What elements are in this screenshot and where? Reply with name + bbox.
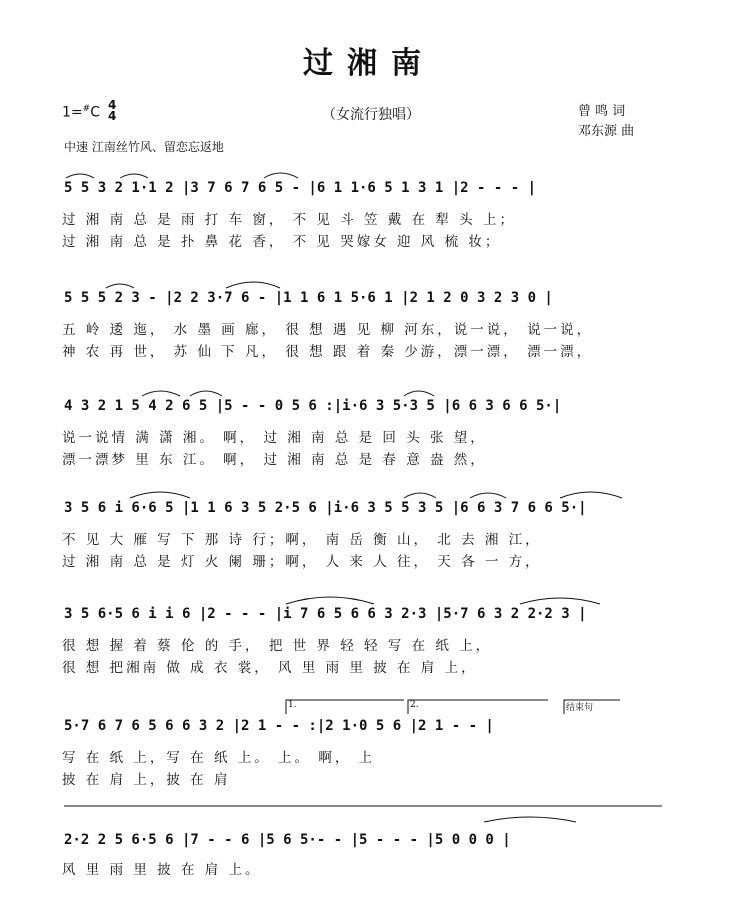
slur	[286, 597, 374, 604]
lyric-line-4b: 过 湘 南 总 是 灯 火 阑 珊；啊， 人 来 人 往， 天 各 一 方，	[62, 554, 542, 570]
lyricist-credit: 曾 鸣 词	[578, 104, 626, 119]
slur	[130, 492, 190, 498]
slur	[470, 493, 506, 498]
slur	[404, 391, 434, 396]
slur	[520, 598, 600, 604]
meter-top: 4	[108, 98, 117, 112]
subtitle: （女流行独唱）	[322, 107, 420, 123]
key-prefix: 1=	[62, 104, 83, 121]
lyric-line-7: 风 里 雨 里 披 在 肩 上。	[62, 862, 262, 878]
lyric-line-5a: 很 想 握 着 蔡 伦 的 手， 把 世 界 轻 轻 写 在 纸 上，	[62, 638, 493, 654]
lyric-line-2b: 神 农 再 世， 苏 仙 下 凡， 很 想 跟 着 秦 少游，漂一漂， 漂一漂，	[62, 344, 594, 360]
slur	[560, 492, 622, 498]
notation-line-3: 4 3 2 1 5 4 2 6 5 |5 - - 0 5 6 :|i·6 3 5·3 5 |6 6 3 6 6 5·|	[64, 398, 562, 414]
final-ending-label: 结束句	[566, 703, 594, 713]
key-note: C	[90, 104, 100, 121]
slur	[404, 493, 436, 498]
lyric-line-4a: 不 见 大 雁 写 下 那 诗 行；啊， 南 岳 衡 山， 北 去 湘 江，	[62, 532, 542, 548]
slur	[264, 173, 298, 178]
notation-line-5: 3 5 6·5 6 i i 6 |2 - - - |i 7 6 5 6 6 3 2·3 |5·7 6 3 2 2·2 3 |	[64, 606, 587, 622]
volta-2-bracket	[408, 700, 548, 714]
notation-line-2: 5 5 5 2 3 - |2 2 3·7 6 - |1 1 6 1 5·6 1 |2 1 2 0 3 2 3 0 |	[64, 290, 553, 306]
volta-1-bracket	[286, 700, 404, 714]
lyric-line-3b: 漂一漂梦 里 东 江。 啊， 过 湘 南 总 是 春 意 盎 然，	[62, 452, 487, 468]
slur	[226, 282, 280, 288]
lyric-line-2a: 五 岭 逶 迤， 水 墨 画 廊， 很 想 遇 见 柳 河东，说一说， 说一说，	[62, 322, 594, 338]
ending-2-label: 2.	[410, 700, 419, 710]
slur	[484, 817, 576, 822]
ending-1-label: 1.	[288, 700, 297, 710]
sharp-symbol: #	[82, 104, 91, 114]
tempo-marking: 中速 江南丝竹风、留恋忘返地	[64, 140, 224, 154]
slur	[66, 174, 94, 178]
composer-credit: 邓东源 曲	[578, 124, 635, 139]
notation-line-1: 5 5 3 2 1·1 2 |3 7 6 7 6 5 - |6 1 1·6 5 1 3 1 |2 - - - |	[64, 180, 537, 196]
lyric-line-1b: 过 湘 南 总 是 扑 鼻 花 香， 不 见 哭嫁女 迎 风 梳 妆；	[62, 234, 502, 250]
notation-line-7: 2·2 2 5 6·5 6 |7 - - 6 |5 6 5·- - |5 - - - |5 0 0 0 |	[64, 832, 511, 848]
slur	[106, 284, 134, 288]
notation-line-6: 5·7 6 7 6 5 6 6 3 2 |2 1 - - :|2 1·0 5 6 |2 1 - - |	[64, 718, 494, 734]
slur	[142, 391, 180, 396]
lyric-line-6b: 披 在 肩 上，披 在 肩	[62, 772, 231, 788]
lyric-line-1a: 过 湘 南 总 是 雨 打 车 窗， 不 见 斗 笠 戴 在 犁 头 上；	[62, 212, 516, 228]
lyric-line-3a: 说一说情 满 潇 湘。 啊， 过 湘 南 总 是 回 头 张 望，	[62, 430, 487, 446]
lyric-line-6a: 写 在 纸 上，写 在 纸 上。 上。 啊， 上	[62, 750, 376, 766]
slur	[120, 174, 148, 178]
meter-bottom: 4	[108, 109, 117, 123]
song-title: 过湘南	[303, 46, 435, 81]
notation-line-4: 3 5 6 i 6·6 5 |1 1 6 3 5 2·5 6 |i·6 3 5 5 3 5 |6 6 3 7 6 6 5·|	[64, 500, 587, 516]
lyric-line-5b: 很 想 把湘南 做 成 衣 裳， 风 里 雨 里 披 在 肩 上，	[62, 660, 478, 676]
volta-final-bracket	[564, 700, 620, 714]
slur	[190, 391, 222, 396]
